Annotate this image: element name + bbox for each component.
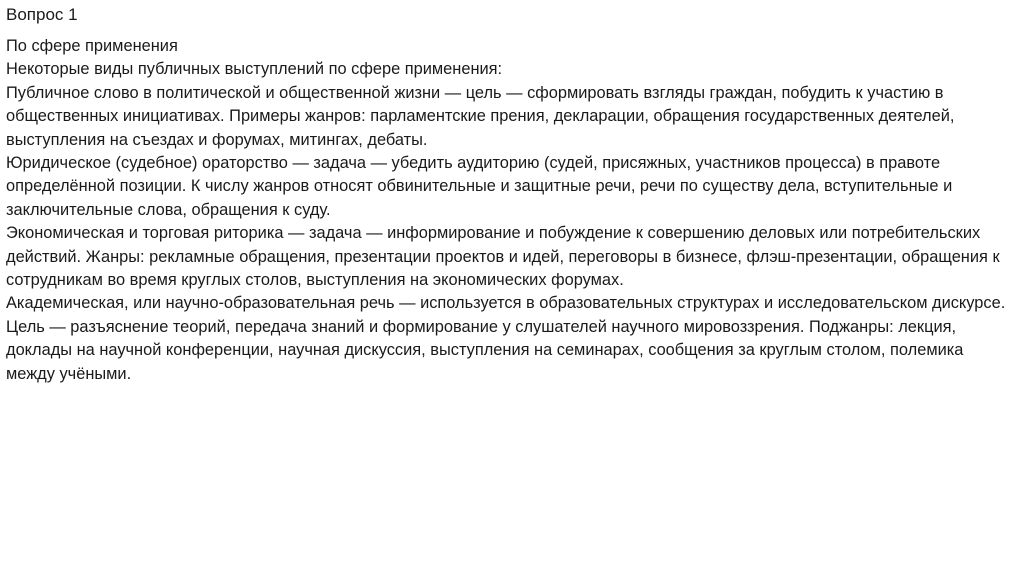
paragraph-judicial: Юридическое (судебное) ораторство — задача — убедить аудиторию (судей, присяжных, участников процесса) в правоте определённой позиции. К числу жанров относят обвинительные и защитные речи, речи по существу дела, вступительные и заключительные слова, обращения к суду. <box>6 154 953 219</box>
paragraph-subtitle: По сфере применения <box>6 37 178 55</box>
paragraph-economic: Экономическая и торговая риторика — задача — информирование и побуждение к совершению деловых или потребительских действий. Жанры: рекламные обращения, презентации проектов и идей, переговоры в бизнесе, флэш-презентации, обращения к сотрудникам во время круглых столов, выступления на экономических форумах. <box>6 224 1000 290</box>
paragraph-political: Публичное слово в политической и общественной жизни — цель — сформировать взгляды граждан, побудить к участию в общественных инициативах. Примеры жанров: парламентские прения, декларации, обращения государственных деятелей, выступления на съездах и форумах, митингах, дебаты. <box>6 83 955 149</box>
slide-title: Вопрос 1 <box>6 5 78 24</box>
slide-body <box>6 35 1016 386</box>
paragraph-academic: Академическая, или научно-образовательная речь — используется в образовательных структурах и исследовательском дискурсе. Цель — разъяснение теорий, передача знаний и формирование у слушателей научного мировоззрения. Поджанры: лекция, доклады на научной конференции, научная дискуссия, выступления на семинарах, сообщения за круглым столом, полемика между учёными. <box>6 294 1006 383</box>
paragraph-intro: Некоторые виды публичных выступлений по сфере применения: <box>6 60 503 79</box>
